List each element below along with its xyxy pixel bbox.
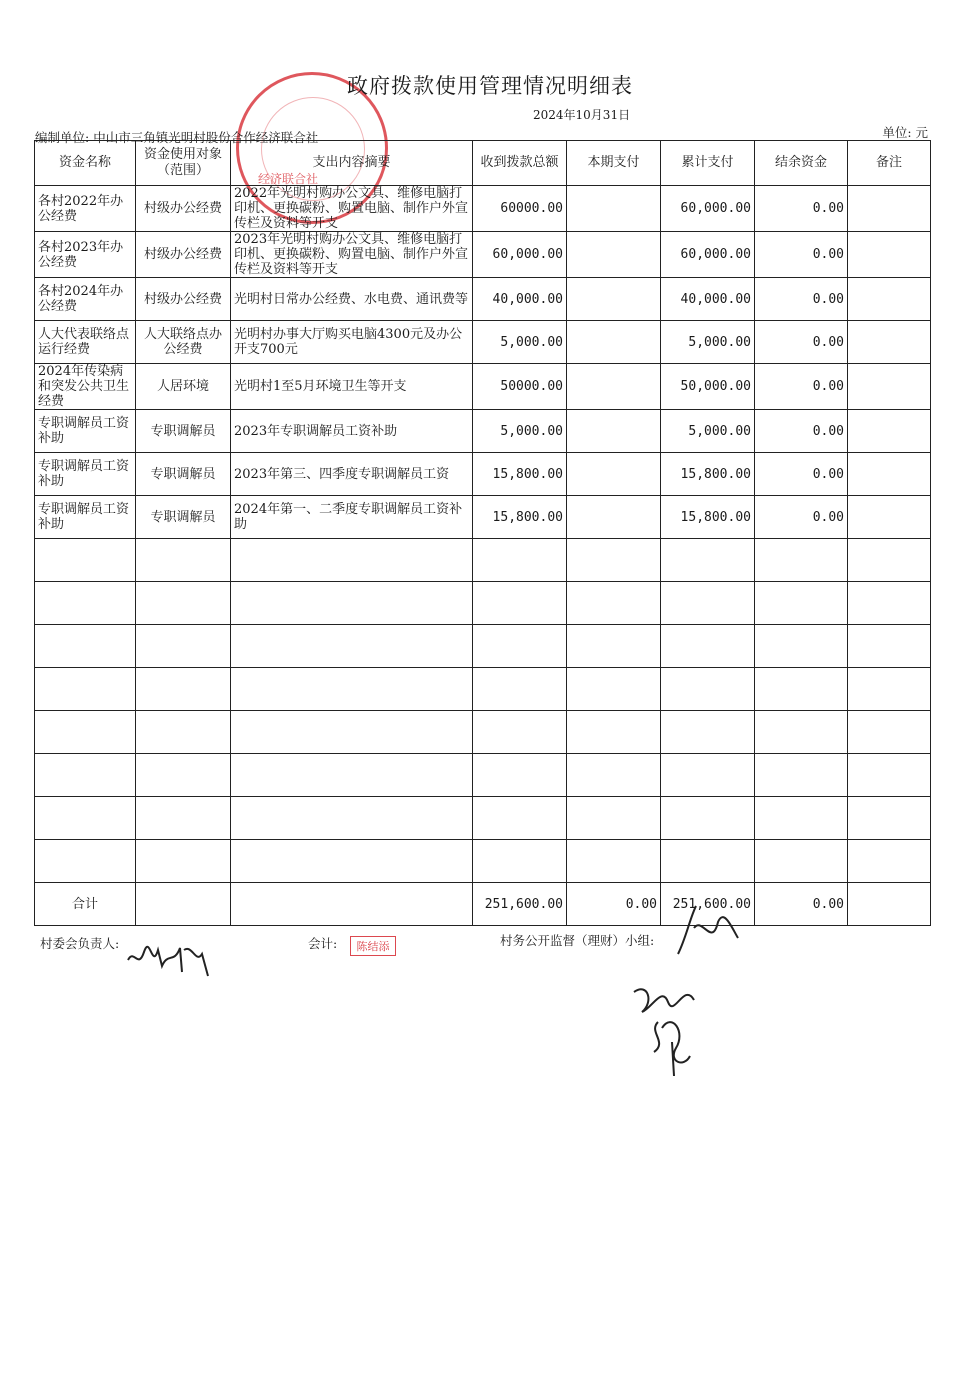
blank-row xyxy=(35,711,931,754)
header-cell: 收到拨款总额 xyxy=(473,141,567,186)
empty-cell xyxy=(231,711,473,754)
empty-cell xyxy=(848,840,931,883)
cumulative-payment-cell: 40,000.00 xyxy=(661,278,755,321)
table-row xyxy=(35,321,931,364)
received-cell: 5,000.00 xyxy=(473,410,567,453)
empty-cell xyxy=(136,797,231,840)
fund-name-cell: 人大代表联络点运行经费 xyxy=(35,321,136,364)
fund-name-cell: 专职调解员工资补助 xyxy=(35,410,136,453)
empty-cell xyxy=(473,754,567,797)
head-signature xyxy=(122,930,214,978)
table-row xyxy=(35,278,931,321)
document-title: 政府拨款使用管理情况明细表 xyxy=(347,74,633,98)
fund-name-cell: 专职调解员工资补助 xyxy=(35,453,136,496)
scope-cell: 人居环境 xyxy=(136,364,231,410)
empty-cell xyxy=(231,797,473,840)
org-name: 中山市三角镇光明村股份合作经济联合社 xyxy=(93,130,319,145)
current-payment-cell xyxy=(567,364,661,410)
fund-name-cell: 各村2024年办公经费 xyxy=(35,278,136,321)
empty-cell xyxy=(661,797,755,840)
empty-cell xyxy=(231,668,473,711)
received-cell: 15,800.00 xyxy=(473,453,567,496)
cumulative-payment-cell: 50,000.00 xyxy=(661,364,755,410)
empty-cell xyxy=(35,582,136,625)
currency-unit: 单位: 元 xyxy=(882,125,928,140)
scope-cell: 人大联络点办公经费 xyxy=(136,321,231,364)
note-cell xyxy=(848,232,931,278)
empty-cell xyxy=(35,754,136,797)
scope-cell: 村级办公经费 xyxy=(136,278,231,321)
empty-cell xyxy=(567,797,661,840)
empty-cell xyxy=(661,539,755,582)
empty-cell xyxy=(35,711,136,754)
cumulative-payment-cell: 60,000.00 xyxy=(661,232,755,278)
received-cell: 50000.00 xyxy=(473,364,567,410)
header-cell: 资金名称 xyxy=(35,141,136,186)
empty-cell xyxy=(567,840,661,883)
note-cell xyxy=(848,186,931,232)
empty-cell xyxy=(231,840,473,883)
table-row xyxy=(35,496,931,539)
total-received-cell: 251,600.00 xyxy=(473,883,567,926)
empty-cell xyxy=(848,711,931,754)
empty-cell xyxy=(231,539,473,582)
empty-cell xyxy=(755,840,848,883)
blank-row xyxy=(35,840,931,883)
table-row xyxy=(35,186,931,232)
empty-cell xyxy=(661,668,755,711)
total-current-cell: 0.00 xyxy=(567,883,661,926)
total-balance-cell: 0.00 xyxy=(755,883,848,926)
empty-cell xyxy=(473,539,567,582)
cumulative-payment-cell: 5,000.00 xyxy=(661,410,755,453)
empty-cell xyxy=(231,754,473,797)
empty-cell xyxy=(755,668,848,711)
empty-cell xyxy=(848,754,931,797)
total-row xyxy=(35,883,931,926)
description-cell: 光明村办事大厅购买电脑4300元及办公开支700元 xyxy=(231,321,473,364)
total-label-cell: 合计 xyxy=(35,883,136,926)
received-cell: 40,000.00 xyxy=(473,278,567,321)
empty-cell xyxy=(567,539,661,582)
current-payment-cell xyxy=(567,232,661,278)
received-cell: 60000.00 xyxy=(473,186,567,232)
empty-cell xyxy=(35,840,136,883)
empty-cell xyxy=(136,539,231,582)
table-row xyxy=(35,364,931,410)
empty-cell xyxy=(755,711,848,754)
empty-cell xyxy=(136,625,231,668)
current-payment-cell xyxy=(567,321,661,364)
empty-cell xyxy=(35,797,136,840)
org-label: 编制单位: xyxy=(35,130,90,145)
empty-cell xyxy=(661,625,755,668)
scope-cell: 村级办公经费 xyxy=(136,232,231,278)
empty-cell xyxy=(136,668,231,711)
empty-cell xyxy=(136,711,231,754)
current-payment-cell xyxy=(567,410,661,453)
note-cell xyxy=(848,364,931,410)
note-cell xyxy=(848,453,931,496)
fund-name-cell: 专职调解员工资补助 xyxy=(35,496,136,539)
empty-cell xyxy=(136,582,231,625)
empty-cell xyxy=(231,883,473,926)
balance-cell: 0.00 xyxy=(755,496,848,539)
balance-cell: 0.00 xyxy=(755,186,848,232)
blank-row xyxy=(35,582,931,625)
description-cell: 2022年光明村购办公文具、维修电脑打印机、更换碳粉、购置电脑、制作户外宣传栏及资料等开支 xyxy=(231,186,473,232)
header-row xyxy=(35,141,931,186)
empty-cell xyxy=(755,625,848,668)
note-cell xyxy=(848,410,931,453)
description-cell: 2023年第三、四季度专职调解员工资 xyxy=(231,453,473,496)
empty-cell xyxy=(231,625,473,668)
current-payment-cell xyxy=(567,496,661,539)
description-cell: 光明村日常办公经费、水电费、通讯费等 xyxy=(231,278,473,321)
empty-cell xyxy=(567,711,661,754)
fund-name-cell: 2024年传染病和突发公共卫生经费 xyxy=(35,364,136,410)
empty-cell xyxy=(567,668,661,711)
empty-cell xyxy=(136,840,231,883)
header-cell: 本期支付 xyxy=(567,141,661,186)
received-cell: 15,800.00 xyxy=(473,496,567,539)
note-cell xyxy=(848,278,931,321)
empty-cell xyxy=(473,582,567,625)
table-row xyxy=(35,453,931,496)
empty-cell xyxy=(35,625,136,668)
balance-cell: 0.00 xyxy=(755,453,848,496)
empty-cell xyxy=(755,754,848,797)
empty-cell xyxy=(848,625,931,668)
empty-cell xyxy=(755,797,848,840)
scope-cell: 村级办公经费 xyxy=(136,186,231,232)
balance-cell: 0.00 xyxy=(755,232,848,278)
current-payment-cell xyxy=(567,453,661,496)
description-cell: 2024年第一、二季度专职调解员工资补助 xyxy=(231,496,473,539)
empty-cell xyxy=(848,668,931,711)
empty-cell xyxy=(136,754,231,797)
cumulative-payment-cell: 15,800.00 xyxy=(661,496,755,539)
header-cell: 备注 xyxy=(848,141,931,186)
balance-cell: 0.00 xyxy=(755,321,848,364)
supervision-signature-1 xyxy=(672,898,742,960)
accountant-stamp: 陈结添 xyxy=(350,936,396,956)
table-row xyxy=(35,232,931,278)
empty-cell xyxy=(567,582,661,625)
empty-cell xyxy=(473,668,567,711)
head-signature-label: 村委会负责人: xyxy=(40,936,120,951)
received-cell: 60,000.00 xyxy=(473,232,567,278)
current-payment-cell xyxy=(567,186,661,232)
scope-cell: 专职调解员 xyxy=(136,496,231,539)
current-payment-cell xyxy=(567,278,661,321)
note-cell xyxy=(848,321,931,364)
supervision-label: 村务公开监督（理财）小组: xyxy=(500,933,655,948)
empty-cell xyxy=(848,539,931,582)
scope-cell: 专职调解员 xyxy=(136,453,231,496)
received-cell: 5,000.00 xyxy=(473,321,567,364)
header-cell: 资金使用对象（范围） xyxy=(136,141,231,186)
blank-row xyxy=(35,539,931,582)
fund-name-cell: 各村2022年办公经费 xyxy=(35,186,136,232)
seal-text: 经济联合社 xyxy=(258,172,319,186)
blank-row xyxy=(35,625,931,668)
empty-cell xyxy=(136,883,231,926)
empty-cell xyxy=(848,582,931,625)
empty-cell xyxy=(755,582,848,625)
description-cell: 2023年光明村购办公文具、维修电脑打印机、更换碳粉、购置电脑、制作户外宣传栏及资料等开支 xyxy=(231,232,473,278)
scope-cell: 专职调解员 xyxy=(136,410,231,453)
cumulative-payment-cell: 5,000.00 xyxy=(661,321,755,364)
description-cell: 光明村1至5月环境卫生等开支 xyxy=(231,364,473,410)
document-date: 2024年10月31日 xyxy=(533,108,631,122)
funding-table xyxy=(34,140,931,926)
balance-cell: 0.00 xyxy=(755,278,848,321)
header-cell: 结余资金 xyxy=(755,141,848,186)
empty-cell xyxy=(661,754,755,797)
balance-cell: 0.00 xyxy=(755,410,848,453)
cumulative-payment-cell: 60,000.00 xyxy=(661,186,755,232)
blank-row xyxy=(35,754,931,797)
description-cell: 2023年专职调解员工资补助 xyxy=(231,410,473,453)
blank-row xyxy=(35,797,931,840)
empty-cell xyxy=(473,625,567,668)
cumulative-payment-cell: 15,800.00 xyxy=(661,453,755,496)
empty-cell xyxy=(755,539,848,582)
empty-cell xyxy=(231,582,473,625)
accountant-label: 会计: xyxy=(308,936,338,951)
total-cumulative-cell: 251,600.00 xyxy=(661,883,755,926)
blank-row xyxy=(35,668,931,711)
balance-cell: 0.00 xyxy=(755,364,848,410)
empty-cell xyxy=(35,539,136,582)
header-cell: 支出内容摘要 xyxy=(231,141,473,186)
empty-cell xyxy=(567,625,661,668)
supervision-signature-2 xyxy=(628,972,706,1080)
note-cell xyxy=(848,496,931,539)
empty-cell xyxy=(848,797,931,840)
empty-cell xyxy=(848,883,931,926)
empty-cell xyxy=(661,582,755,625)
empty-cell xyxy=(567,754,661,797)
table-row xyxy=(35,410,931,453)
fund-name-cell: 各村2023年办公经费 xyxy=(35,232,136,278)
empty-cell xyxy=(473,840,567,883)
empty-cell xyxy=(35,668,136,711)
empty-cell xyxy=(473,711,567,754)
empty-cell xyxy=(661,711,755,754)
header-cell: 累计支付 xyxy=(661,141,755,186)
empty-cell xyxy=(473,797,567,840)
empty-cell xyxy=(661,840,755,883)
